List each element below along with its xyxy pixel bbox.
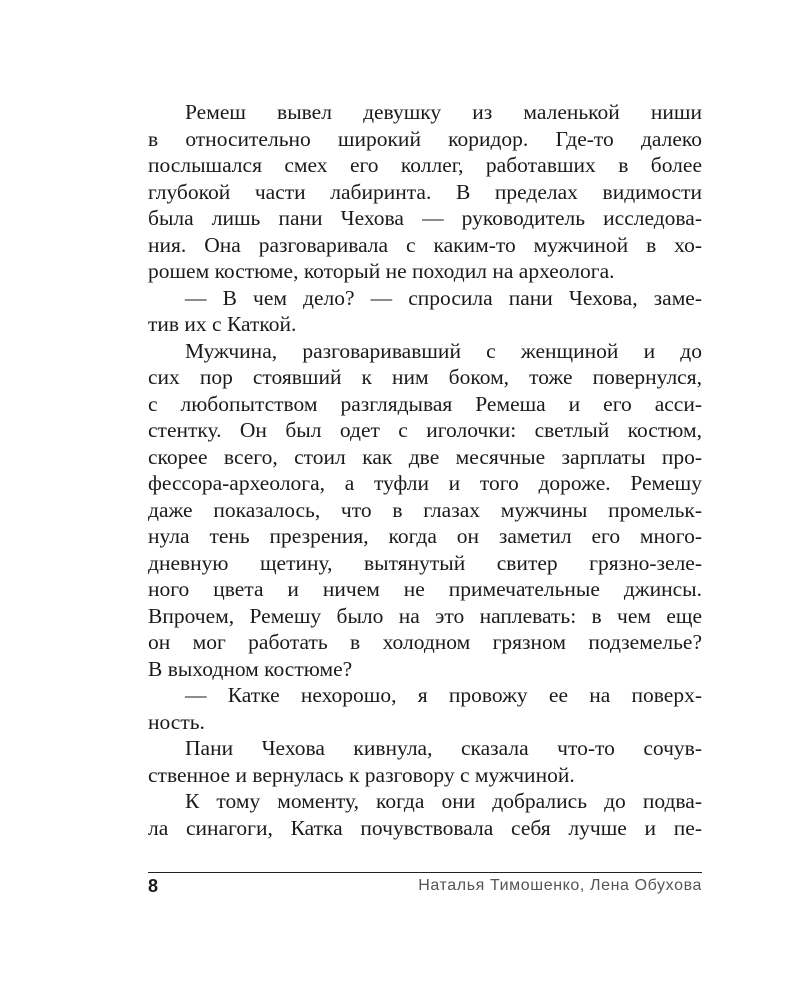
text-line: Мужчина, разговаривавший с женщиной и до: [185, 338, 702, 363]
footer-divider: [148, 872, 702, 873]
text-line: фессора-археолога, а туфли и того дороже. Ремешу: [148, 471, 702, 495]
text-line: была лишь пани Чехова — руководитель исследова-: [148, 206, 702, 230]
text-line: — В чем дело? — спросила пани Чехова, заме-: [185, 285, 702, 310]
text-line: стентку. Он был одет с иголочки: светлый костюм,: [148, 418, 702, 442]
text-line: Пани Чехова кивнула, сказала что-то сочув-: [185, 736, 702, 760]
text-line: В выходном костюме?: [148, 656, 353, 681]
text-line: ность.: [148, 709, 205, 734]
text-line: Ремеш вывел девушку из маленькой ниши: [185, 100, 702, 124]
text-line: рошем костюме, который не походил на археолога.: [148, 259, 615, 283]
text-line: нула тень презрения, когда он заметил его много-: [148, 524, 702, 548]
text-line: К тому моменту, когда они добрались до подва-: [185, 789, 702, 813]
body-text: [148, 99, 702, 841]
text-line: сих пор стоявший к ним боком, тоже повернулся,: [148, 365, 702, 389]
text-line: ния. Она разговаривала с каким-то мужчиной в хо-: [148, 232, 702, 257]
text-line: скорее всего, стоил как две месячные зарплаты про-: [148, 444, 702, 469]
text-line: тив их с Каткой.: [148, 312, 297, 336]
text-line: в относительно широкий коридор. Где-то далеко: [148, 126, 702, 151]
text-line: ственное и вернулась к разговору с мужчиной.: [148, 762, 575, 787]
page-number: 8: [148, 876, 159, 896]
text-line: с любопытством разглядывая Ремеша и его асси-: [148, 391, 702, 416]
text-line: Впрочем, Ремешу было на это наплевать: в чем еще: [148, 603, 702, 628]
text-line: дневную щетину, вытянутый свитер грязно-зеле-: [148, 550, 702, 575]
text-line: глубокой части лабиринта. В пределах видимости: [148, 179, 702, 204]
text-line: даже показалось, что в глазах мужчины промельк-: [148, 497, 702, 522]
running-head-authors: Наталья Тимошенко, Лена Обухова: [418, 877, 702, 894]
text-line: ного цвета и ничем не примечательные джинсы.: [148, 577, 702, 601]
text-line: послышался смех его коллег, работавших в более: [148, 153, 702, 177]
text-line: он мог работать в холодном грязном подземелье?: [148, 630, 702, 654]
text-line: ла синагоги, Катка почувствовала себя лучше и пе-: [148, 815, 702, 840]
text-line: — Катке нехорошо, я провожу ее на поверх-: [185, 683, 702, 707]
